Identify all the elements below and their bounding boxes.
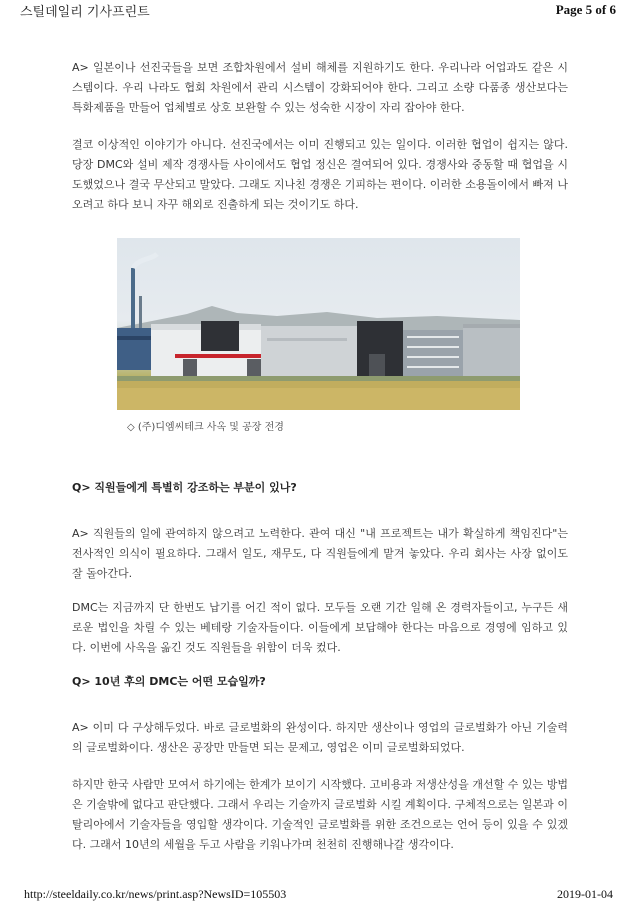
paragraph: DMC는 지금까지 단 한번도 납기를 어긴 적이 없다. 모두들 오랜 기간 일해 온 경력자들이고, 누구든 새로운 법인을 차릴 수 있는 베테랑 기술자들이다. 이들에게 보답해야 한다는 마음으로 경영에 임하고 있다. 이번에 사옥을 옮긴 것도 직원들을 위함이 더욱 컸다. [72,601,568,654]
paragraph: 결코 이상적인 이야기가 아니다. 선진국에서는 이미 진행되고 있는 일이다. 이러한 협업이 쉽지는 않다. 당장 DMC와 설비 제작 경쟁사들 사이에서도 협업 정신은 결여되어 있다. 경쟁사와 중동할 때 협업을 시도했었으나 결국 무산되고 말았다. 그래도 지나친 경쟁은 기피하는 편이다. 이러한 소용돌이에서 빠져 나오려고 하다 보니 자꾸 해외로 진출하게 되는 것이기도 하다. [72,138,568,211]
article-top [72,58,568,215]
factory-photo [117,238,520,410]
paragraph: A> 일본이나 선진국들을 보면 조합차원에서 설비 해체를 지원하기도 한다. 우리나라 어업과도 같은 시스템이다. 우리 나라도 협회 차원에서 관리 시스템이 강화되어야 한다. 그리고 소량 다품종 생산보다는 특화제품을 만들어 업체별로 상호 보완할 수 있는 성숙한 시장이 자리 잡아야 한다. [72,61,568,114]
article-url[interactable]: http://steeldaily.co.kr/news/print.asp?NewsID=105503 [24,887,287,901]
article-bottom [72,478,568,855]
factory-illustration [117,238,520,410]
question-heading: Q> 10년 후의 DMC는 어떤 모습일까? [72,675,266,688]
paragraph: 하지만 한국 사람만 모여서 하기에는 한계가 보이기 시작했다. 고비용과 저생산성을 개선할 수 있는 방법은 기술밖에 없다고 판단했다. 그래서 우리는 기술까지 글로벌화 시킬 계획이다. 구체적으로는 일본과 이탈리아에서 기술자들을 영입할 생각이다. 기술적인 글로벌화를 위한 조건으로는 언어 등이 있을 수 있겠다. 그래서 10년의 세월을 두고 사람을 키워나가며 천천히 진행해나갈 생각이다. [72,778,568,851]
print-date: 2019-01-04 [557,887,613,901]
paragraph: A> 직원들의 일에 관여하지 않으려고 노력한다. 관여 대신 "내 프로젝트는 내가 확실하게 책임진다"는 전사적인 의식이 필요하다. 그래서 일도, 재무도, 다 직원들에게 맡겨 놓았다. 우리 회사는 사장 없이도 잘 돌아간다. [72,527,568,580]
question-heading: Q> 직원들에게 특별히 강조하는 부분이 있나? [72,481,297,494]
paragraph: A> 이미 다 구상해두었다. 바로 글로벌화의 완성이다. 하지만 생산이나 영업의 글로벌화가 아닌 기술력의 글로벌화이다. 생산은 공장만 만들면 되는 문제고, 영업은 이미 글로벌화되었다. [72,721,568,754]
photo-caption: ◇ (주)디엠씨테크 사옥 및 공장 전경 [127,422,284,433]
header-title: 스틸데일리 기사프린트 [20,5,150,20]
page-indicator: Page 5 of 6 [555,2,616,17]
